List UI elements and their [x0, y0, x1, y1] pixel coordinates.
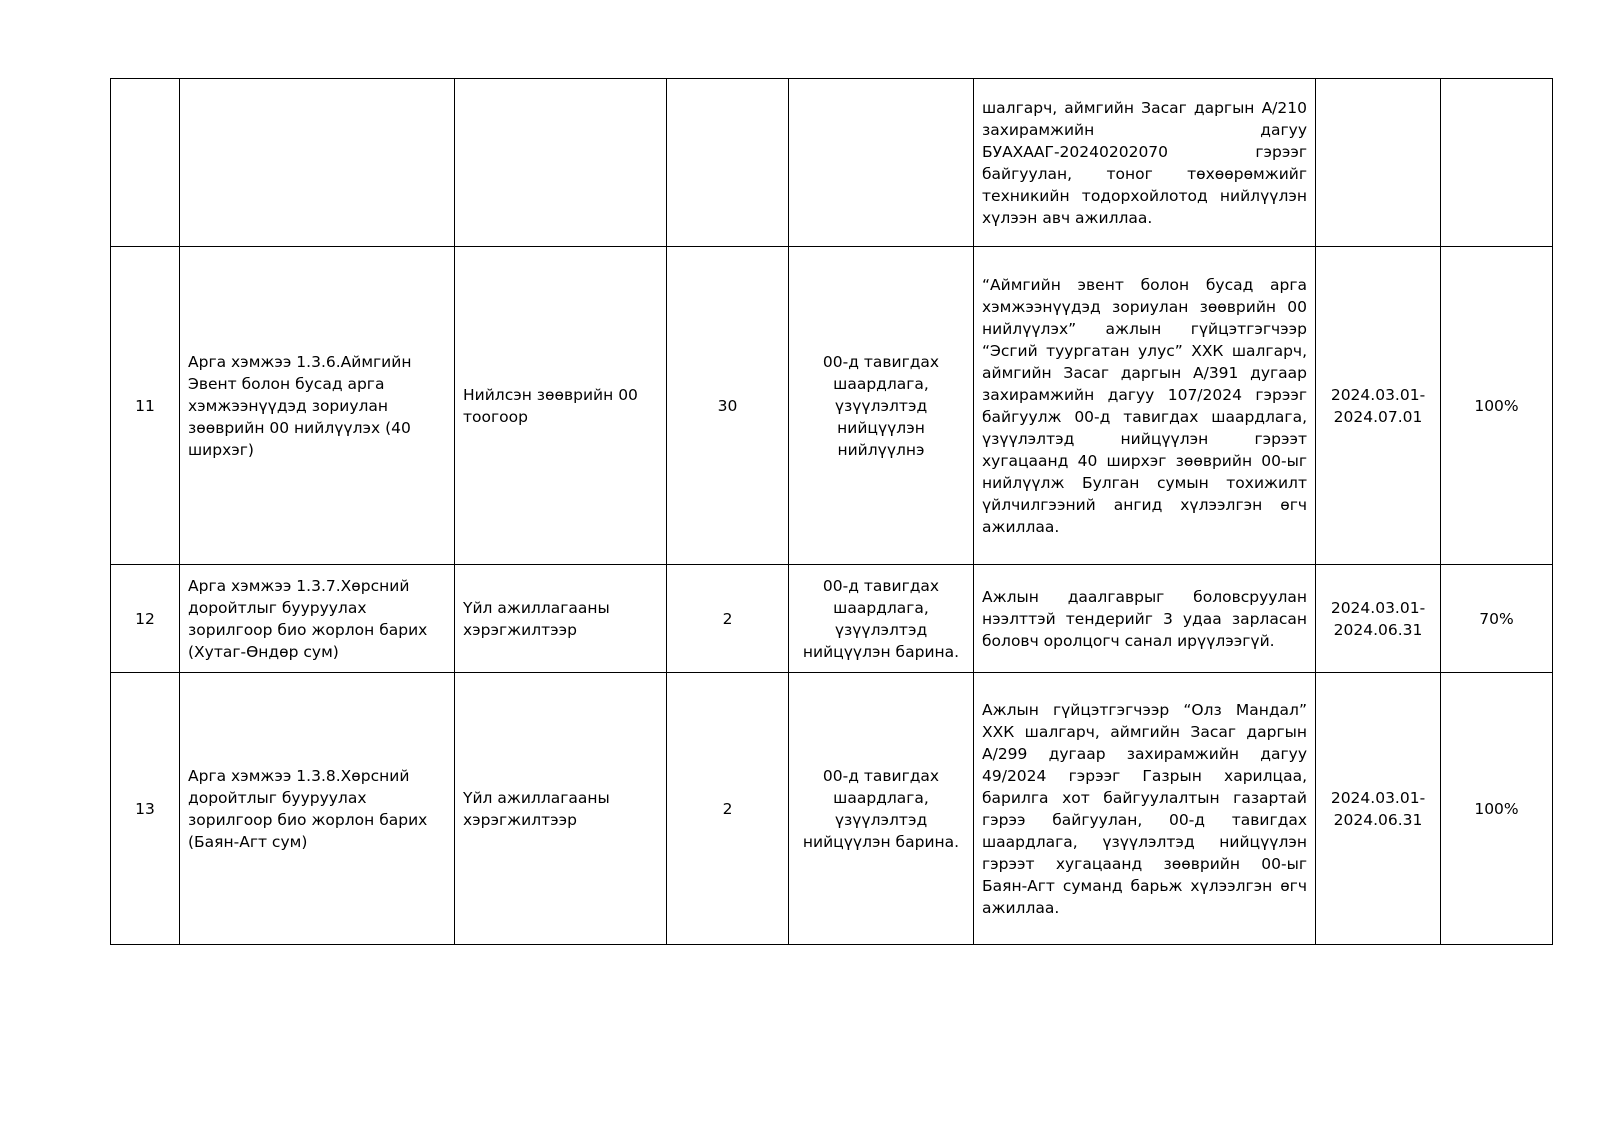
row-date	[1316, 79, 1441, 247]
row-unit: Нийлсэн зөөврийн 00 тоогоор	[455, 247, 667, 565]
row-unit: Үйл ажиллагааны хэрэгжилтээр	[455, 673, 667, 945]
row-result: Ажлын гүйцэтгэгчээр “Олз Мандал” ХХК шалгарч, аймгийн Засаг даргын А/299 дугаар захирамжийн дагуу 49/2024 гэрээг Газрын харилцаа, барилга хот байгуулалтын газартай гэрээ байгуулан, 00-д тавигдах шаардлага, үзүүлэлтэд нийцүүлэн гэрээт хугацаанд зөөврийн 00-ыг Баян-Агт суманд барьж хүлээлгэн өгч ажиллаа.	[974, 673, 1316, 945]
row-quantity: 2	[667, 565, 789, 673]
row-result: Ажлын даалгаврыг боловсруулан нээлттэй тендерийг 3 удаа зарласан боловч оролцогч санал ирүүлээгүй.	[974, 565, 1316, 673]
table-row	[111, 565, 1553, 673]
row-result: “Аймгийн эвент болон бусад арга хэмжээнүүдэд зориулан зөөврийн 00 нийлүүлэх” ажлын гүйцэтгэгчээр “Эсгий туургатан улус” ХХК шалгарч, аймгийн Засаг даргын А/391 дугаар захирамжийн дагуу 107/2024 гэрээг байгуулж 00-д тавигдах шаардлага, үзүүлэлтэд нийцүүлэн гэрээт хугацаанд 40 ширхэг зөөврийн 00-ыг нийлүүлж Булган сумын тохижилт үйлчилгээний ангид хүлээлгэн өгч ажиллаа.	[974, 247, 1316, 565]
row-quantity	[667, 79, 789, 247]
row-requirement: 00-д тавигдах шаардлага, үзүүлэлтэд нийцүүлэн нийлүүлнэ	[789, 247, 974, 565]
row-unit: Үйл ажиллагааны хэрэгжилтээр	[455, 565, 667, 673]
row-unit	[455, 79, 667, 247]
row-percent	[1441, 79, 1553, 247]
row-measure: Арга хэмжээ 1.3.8.Хөрсний доройтлыг бууруулах зорилгоор био жорлон барих (Баян-Агт сум)	[180, 673, 455, 945]
row-date: 2024.03.01-2024.06.31	[1316, 565, 1441, 673]
row-requirement: 00-д тавигдах шаардлага, үзүүлэлтэд нийцүүлэн барина.	[789, 673, 974, 945]
table-row	[111, 673, 1553, 945]
table-row	[111, 79, 1553, 247]
row-index: 12	[111, 565, 180, 673]
row-percent: 100%	[1441, 247, 1553, 565]
row-quantity: 2	[667, 673, 789, 945]
row-percent: 70%	[1441, 565, 1553, 673]
row-measure: Арга хэмжээ 1.3.6.Аймгийн Эвент болон бусад арга хэмжээнүүдэд зориулан зөөврийн 00 нийлүүлэх (40 ширхэг)	[180, 247, 455, 565]
row-percent: 100%	[1441, 673, 1553, 945]
row-index	[111, 79, 180, 247]
row-result: шалгарч, аймгийн Засаг даргын А/210 захирамжийн дагуу БУАХААГ-20240202070 гэрээг байгуулан, тоног төхөөрөмжийг техникийн тодорхойлотод нийлүүлэн хүлээн авч ажиллаа.	[974, 79, 1316, 247]
row-requirement: 00-д тавигдах шаардлага, үзүүлэлтэд нийцүүлэн барина.	[789, 565, 974, 673]
row-index: 13	[111, 673, 180, 945]
row-measure	[180, 79, 455, 247]
row-date: 2024.03.01-2024.06.31	[1316, 673, 1441, 945]
row-date: 2024.03.01-2024.07.01	[1316, 247, 1441, 565]
table-row	[111, 247, 1553, 565]
row-measure: Арга хэмжээ 1.3.7.Хөрсний доройтлыг бууруулах зорилгоор био жорлон барих (Хутаг-Өндөр сум)	[180, 565, 455, 673]
row-index: 11	[111, 247, 180, 565]
row-quantity: 30	[667, 247, 789, 565]
row-requirement	[789, 79, 974, 247]
implementation-table	[110, 78, 1553, 945]
